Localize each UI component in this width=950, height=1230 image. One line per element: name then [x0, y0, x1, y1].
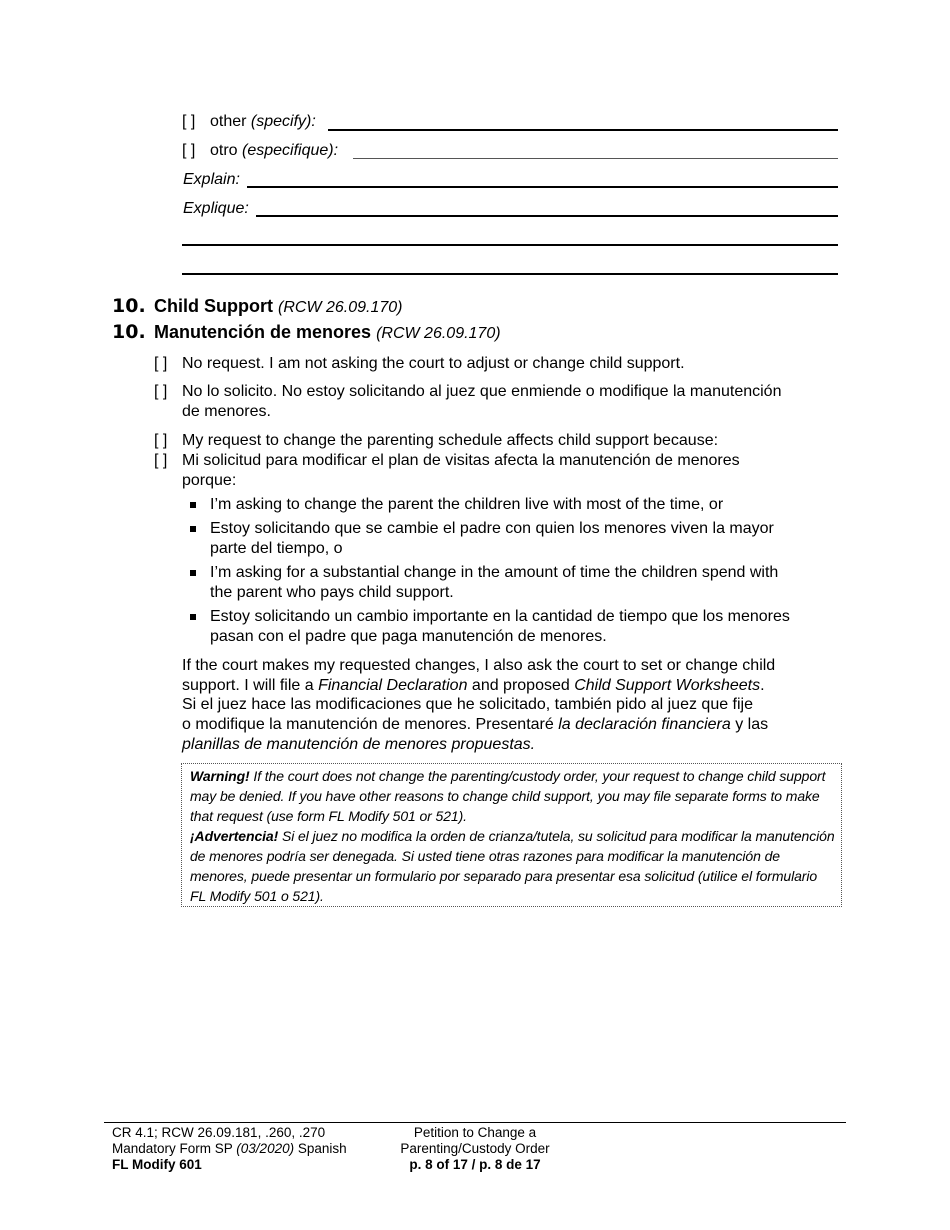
explain-line-3[interactable]	[182, 273, 838, 275]
footer-title-2: Parenting/Custody Order	[400, 1141, 550, 1156]
other-specify-line[interactable]	[328, 129, 838, 131]
option-no-request-es-2: de menores.	[182, 403, 271, 420]
footer-page-number: p. 8 of 17 / p. 8 de 17	[409, 1157, 541, 1172]
bullet-item-1: I’m asking to change the parent the children live with most of the time, or	[210, 496, 724, 513]
no-solicito-checkbox[interactable]: [ ]	[154, 383, 168, 400]
warning-es: ¡Advertencia! Si el juez no modifica la orden de crianza/tutela, su solicitud para modificar la manutención de menores podría ser denegada. Si usted tiene otras razones para modificar la manutención de menores, puede presentar un formulario por separado para presentar esa solicitud (utilice el formulario FL Modify 501 o 521).	[190, 828, 835, 904]
option-no-request-es-1: No lo solicito. No estoy solicitando al juez que enmiende o modifique la manutención	[182, 383, 782, 400]
option-affects-en: My request to change the parenting schedule affects child support because:	[182, 432, 719, 449]
section-title-en: Child Support (RCW 26.09.170)	[154, 296, 403, 316]
explain-line-2[interactable]	[182, 244, 838, 246]
no-request-checkbox[interactable]: [ ]	[154, 355, 168, 372]
footer-center	[375, 1125, 575, 1173]
bullet-marker	[190, 570, 196, 576]
otro-specify-line[interactable]	[353, 158, 838, 159]
footer-rcw: CR 4.1; RCW 26.09.181, .260, .270	[112, 1125, 326, 1140]
option-no-request-en: No request. I am not asking the court to adjust or change child support.	[182, 355, 685, 372]
bullet-item-4-line2: pasan con el padre que paga manutención de menores.	[210, 628, 607, 645]
para-line-3: Si el juez hace las modificaciones que he solicitado, también pido al juez que fije	[182, 696, 754, 713]
option-affects-es-1: Mi solicitud para modificar el plan de visitas afecta la manutención de menores	[182, 452, 740, 469]
bullet-item-4-line1: Estoy solicitando un cambio importante en la cantidad de tiempo que los menores	[210, 608, 790, 625]
para-line-4: o modifique la manutención de menores. Presentaré la declaración financiera y las	[182, 716, 769, 733]
explain-label: Explain:	[183, 171, 240, 188]
para-line-2: support. I will file a Financial Declaration and proposed Child Support Worksheets.	[182, 677, 765, 694]
affects-support-checkbox[interactable]: [ ]	[154, 432, 168, 449]
bullet-item-3-line2: the parent who pays child support.	[210, 584, 454, 601]
explain-line[interactable]	[247, 186, 838, 188]
footer-left	[112, 1125, 347, 1173]
bullet-marker	[190, 502, 196, 508]
explique-line[interactable]	[256, 215, 838, 217]
para-line-1: If the court makes my requested changes, I also ask the court to set or change child	[182, 657, 776, 674]
afecta-checkbox[interactable]: [ ]	[154, 452, 168, 469]
otro-label: otro (especifique):	[210, 142, 339, 159]
section-title-es: Manutención de menores (RCW 26.09.170)	[154, 322, 501, 342]
explique-label: Explique:	[183, 200, 249, 217]
section-number-en: 10.	[112, 295, 146, 317]
footer-form-id: FL Modify 601	[112, 1157, 202, 1172]
otro-checkbox[interactable]: [ ]	[182, 142, 196, 159]
footer-mandatory-form: Mandatory Form SP (03/2020) Spanish	[112, 1141, 347, 1156]
bullet-marker	[190, 526, 196, 532]
warning-en: Warning! If the court does not change the parenting/custody order, your request to change child support may be denied. If you have other reasons to change child support, you may file separate forms to make that request (use form FL Modify 501 or 521).	[190, 768, 826, 824]
other-label: other (specify):	[210, 113, 316, 130]
warning-box	[181, 763, 842, 907]
para-line-5: planillas de manutención de menores propuestas.	[182, 736, 536, 753]
bullet-marker	[190, 614, 196, 620]
option-affects-es-2: porque:	[182, 472, 237, 489]
footer-divider	[104, 1122, 846, 1123]
other-checkbox[interactable]: [ ]	[182, 113, 196, 130]
bullet-item-2-line1: Estoy solicitando que se cambie el padre con quien los menores viven la mayor	[210, 520, 774, 537]
bullet-item-3-line1: I’m asking for a substantial change in the amount of time the children spend with	[210, 564, 779, 581]
bullet-item-2-line2: parte del tiempo, o	[210, 540, 343, 557]
section-number-es: 10.	[112, 321, 146, 343]
footer-title-1: Petition to Change a	[413, 1125, 537, 1140]
